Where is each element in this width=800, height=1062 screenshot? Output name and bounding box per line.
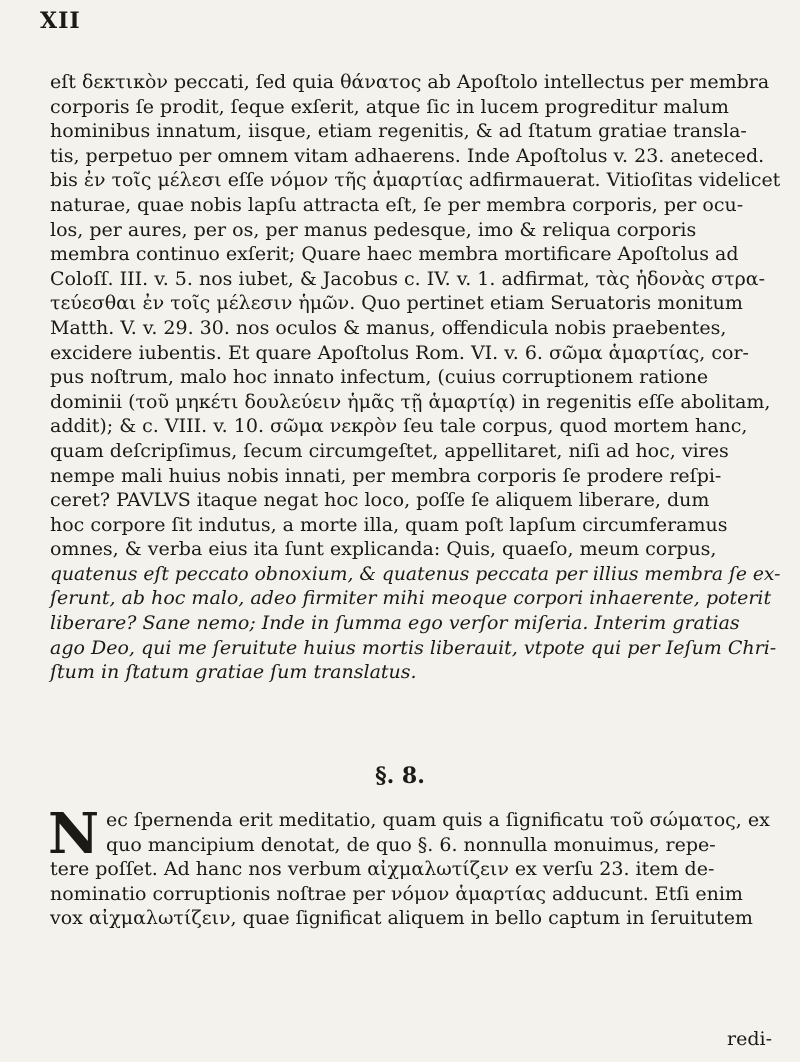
text-line: pus noſtrum, malo hoc innato infectum, (cuius corruptionem ratione bbox=[50, 366, 709, 389]
text-line: quam deſcripſimus, ſecum circumgeſtet, appellitaret, niſi ad hoc, vires bbox=[50, 439, 729, 462]
text-line: corporis ſe prodit, ſeque exſerit, atque ſic in lucem progreditur malum bbox=[50, 95, 729, 118]
text-line: Coloſſ. III. v. 5. nos iubet, & Jacobus c. IV. v. 1. adfirmat, τὰς ἡδονὰς στρα- bbox=[50, 267, 766, 290]
text-line: vox αἰχμαλωτίζειν, quae ſignificat aliquem in bello captum in ſeruitutem bbox=[50, 907, 753, 930]
text-line: membra continuo exſerit; Quare haec membra mortificare Apoſtolus ad bbox=[50, 243, 739, 266]
main-text bbox=[50, 70, 780, 685]
text-line-italic: ſerunt, ab hoc malo, adeo firmiter mihi meoque corpori inhaerente, poterit bbox=[50, 587, 772, 610]
text-line: omnes, & verba eius ita ſunt explicanda: Quis, quaeſo, meum corpus, bbox=[50, 538, 717, 561]
text-line: Matth. V. v. 29. 30. nos oculos & manus, offendicula nobis praebentes, bbox=[50, 316, 727, 339]
text-line-italic: liberare? Sane nemo; Inde in ſumma ego verſor miſeria. Interim gratias bbox=[50, 612, 740, 635]
text-line-italic: ago Deo, qui me ſeruitute huius mortis liberauit, vtpote qui per Ieſum Chri- bbox=[50, 636, 777, 659]
text-line: dominii (τοῦ μηκέτι δουλεύειν ἡμᾶς τῇ ἁμαρτίᾳ) in regenitis eſſe abolitam, bbox=[50, 390, 771, 413]
catchword: redi- bbox=[727, 1028, 772, 1050]
text-line: hoc corpore ſit indutus, a morte illa, quam poſt lapſum circumferamus bbox=[50, 513, 728, 536]
text-line: bis ἐν τοῖς μέλεσι eſſe νόμον τῆς ἁμαρτίας adfirmauerat. Vitioſitas videlicet bbox=[50, 169, 781, 192]
text-line: addit); & c. VIII. v. 10. σῶμα νεκρὸν ſeu tale corpus, quod mortem hanc, bbox=[50, 415, 748, 438]
text-line: nominatio corruptionis noſtrae per νόμον ἁμαρτίας adducunt. Etſi enim bbox=[50, 882, 743, 905]
text-line: naturae, quae nobis lapſu attracta eſt, ſe per membra corporis, per ocu- bbox=[50, 193, 744, 216]
section-heading: §. 8. bbox=[375, 763, 425, 789]
text-line-italic: ſtum in ſtatum gratiae ſum translatus. bbox=[50, 661, 417, 684]
text-line: los, per aures, per os, per manus pedesque, imo & reliqua corporis bbox=[50, 218, 697, 241]
text-line: nempe mali huius nobis innati, per membra corporis ſe prodere reſpi- bbox=[50, 464, 722, 487]
text-line: eſt δεκτικὸν peccati, ſed quia θάνατος ab Apoſtolo intellectus per membra bbox=[50, 71, 770, 93]
text-line: tis, perpetuo per omnem vitam adhaerens. Inde Apoſtolus v. 23. aneteced. bbox=[50, 144, 765, 167]
text-line: excidere iubentis. Et quare Apoſtolus Rom. VI. v. 6. σῶμα ἁμαρτίας, cor- bbox=[50, 341, 749, 364]
drop-cap: N bbox=[48, 801, 100, 867]
text-line: tere poſſet. Ad hanc nos verbum αἰχμαλωτίζειν ex verſu 23. item de- bbox=[50, 858, 715, 881]
text-line: ceret? PAVLVS itaque negat hoc loco, poſſe ſe aliquem liberare, dum bbox=[50, 489, 710, 512]
section-text bbox=[48, 801, 780, 931]
text-line: τεύεσθαι ἐν τοῖς μέλεσιν ἡμῶν. Quo pertinet etiam Seruatoris monitum bbox=[50, 292, 743, 315]
page-number: XII bbox=[40, 8, 81, 34]
text-line: ec ſpernenda erit meditatio, quam quis a ſignificatu τοῦ σώματος, ex bbox=[106, 809, 770, 831]
text-line-italic: quatenus eſt peccato obnoxium, & quatenus peccata per illius membra ſe ex- bbox=[50, 562, 781, 585]
text-line: hominibus innatum, iisque, etiam regenitis, & ad ſtatum gratiae transla- bbox=[50, 120, 747, 143]
text-line: quo mancipium denotat, de quo §. 6. nonnulla monuimus, repe- bbox=[106, 833, 716, 856]
